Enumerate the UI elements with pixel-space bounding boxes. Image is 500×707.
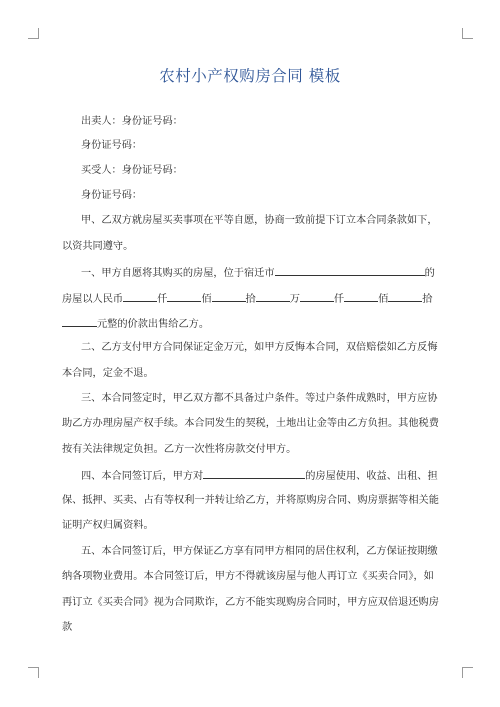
clause5-line-1: 五、本合同签订后，甲方保证乙方享有同甲方相同的居住权利，乙方保证按期缴 [81, 546, 438, 557]
amount-blank-6[interactable] [344, 291, 378, 302]
unit-bai-2: 佰 [378, 294, 389, 305]
unit-qian-1: 仟 [157, 294, 168, 305]
clause3-line-3: 按有关法律规定负担。乙方一次性将房款交付甲方。 [62, 444, 297, 455]
unit-shi-1: 拾 [245, 294, 256, 305]
seller-id-line: 出卖人：身份证号码： [81, 116, 183, 127]
amount-blank-4[interactable] [256, 291, 290, 302]
clause4-line-3: 证明产权归属资料。 [62, 520, 154, 531]
amount-blank-3[interactable] [212, 291, 246, 302]
clause1-text-a: 一、甲方自愿将其购买的房屋，位于宿迁市 [81, 268, 275, 279]
clause4-text-b: 的房屋使用、收益、出租、担 [305, 471, 438, 482]
clause2-line-2: 本合同，定金不退。 [62, 368, 154, 379]
amount-blank-8[interactable] [62, 316, 97, 327]
unit-bai-1: 佰 [201, 294, 212, 305]
preamble-line-2: 以资共同遵守。 [62, 241, 134, 252]
clause5-line-2: 纳各项物业费用。本合同签订后，甲方不得就该房屋与他人再订立《买卖合同》，如 [62, 571, 434, 582]
amount-blank-1[interactable] [123, 291, 157, 302]
unit-wan: 万 [289, 294, 300, 305]
amount-blank-7[interactable] [388, 291, 422, 302]
amount-blank-2[interactable] [167, 291, 201, 302]
clause1-line-3 [62, 316, 209, 332]
buyer-id-line: 买受人：身份证号码： [81, 165, 183, 176]
page-corner-mark-top-left [28, 28, 39, 39]
document-title: 农村小产权购房合同 模板 [159, 67, 341, 85]
unit-qian-2: 仟 [333, 294, 345, 305]
seller-id-line-2: 身份证号码： [81, 140, 143, 151]
clause1-line-2 [62, 291, 432, 307]
clause1-text-c: 房屋以人民币 [62, 294, 124, 305]
amount-blank-5[interactable] [300, 291, 334, 302]
preamble-line-1: 甲、乙双方就房屋买卖事项在平等自愿，协商一致前提下订立本合同条款如下， [81, 215, 438, 226]
unit-shi-2: 拾 [422, 294, 433, 305]
page-corner-mark-bottom-right [462, 667, 473, 678]
clause4-line-2: 保、抵押、买卖、占有等权利一并转让给乙方，并将原购房合同、购房票据等相关能 [62, 495, 439, 506]
clause4-line-1 [81, 468, 438, 484]
clause3-line-2: 助乙方办理房屋产权手续。本合同发生的契税，土地出让金等由乙方负担。其他税费 [62, 418, 439, 429]
clause3-line-1: 三、本合同签定时，甲乙双方都不具备过户条件。等过户条件成熟时，甲方应协 [81, 393, 438, 404]
clause4-text-a: 四、本合同签订后，甲方对 [81, 471, 204, 482]
clause1-text-b: 的 [424, 268, 435, 279]
location-blank[interactable] [275, 265, 425, 276]
clause5-line-4: 款 [62, 622, 73, 633]
clause5-line-3: 再订立《买卖合同》视为合同欺诈，乙方不能实现购房合同时，甲方应双倍退还购房 [62, 597, 439, 608]
property-blank[interactable] [203, 468, 305, 479]
page-corner-mark-top-right [462, 28, 473, 39]
clause1-text-d: 元整的价款出售给乙方。 [97, 319, 210, 330]
clause2-line-1: 二、乙方支付甲方合同保证定金万元，如甲方反悔本合同，双倍赔偿如乙方反悔 [81, 342, 438, 353]
page-corner-mark-bottom-left [28, 667, 39, 678]
clause1-line-1 [81, 265, 435, 281]
buyer-id-line-2: 身份证号码： [81, 190, 143, 201]
